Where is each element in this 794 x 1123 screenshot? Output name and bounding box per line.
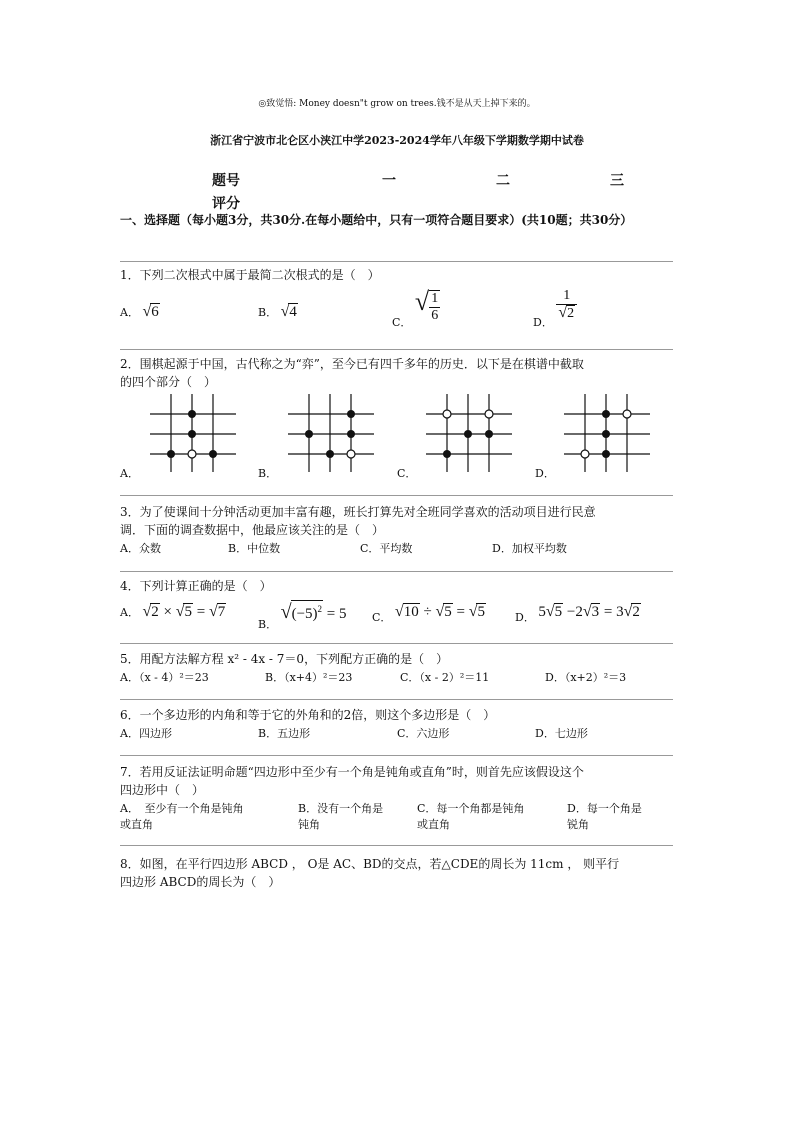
q6-option-a[interactable]: A．四边形 xyxy=(120,727,172,740)
q2-c-board xyxy=(424,392,514,474)
divider xyxy=(120,261,673,262)
q3-option-a[interactable]: A．众数 xyxy=(120,542,161,555)
score-label-question: 题号 xyxy=(212,173,240,189)
white-stone xyxy=(347,450,355,458)
q3-stem-1: 3．为了使课间十分钟活动更加丰富有趣，班长打算先对全班同学喜欢的活动项目进行民意 xyxy=(120,505,596,519)
q7-d-line1: D．每一个角是 xyxy=(567,802,642,815)
q2-stem-2: 的四个部分（ ） xyxy=(120,375,217,389)
score-col-1: 一 xyxy=(382,173,396,189)
black-stone xyxy=(602,450,610,458)
q4-b-eq: = 5 xyxy=(326,606,347,622)
q1-d-den: 2 xyxy=(567,306,575,321)
q4-a-r1: 2 xyxy=(151,604,159,620)
section-heading: 一、选择题（每小题3分，共30分.在每小题给中，只有一项符合题目要求）(共10题；共30分） xyxy=(120,213,633,227)
q5-option-a[interactable]: A．（x - 4）²＝23 xyxy=(120,671,209,684)
q2-b-label[interactable]: B． xyxy=(258,467,278,480)
black-stone xyxy=(188,430,196,438)
exam-title: 浙江省宁波市北仑区小浃江中学2023-2024学年八年级下学期数学期中试卷 xyxy=(210,134,584,147)
q1-stem: 1．下列二次根式中属于最简二次根式的是（ ） xyxy=(120,268,380,282)
q2-a-label[interactable]: A． xyxy=(120,467,139,480)
divider xyxy=(120,699,673,700)
q1-option-a[interactable]: A． √6 xyxy=(120,303,159,320)
q2-stem-1: 2．围棋起源于中国，古代称之为“弈”，至今已有四千多年的历史．以下是在棋谱中截取 xyxy=(120,357,584,371)
q3-option-d[interactable]: D．加权平均数 xyxy=(492,542,567,555)
q7-b-line2: 钝角 xyxy=(298,818,320,831)
score-label-score: 评分 xyxy=(212,196,240,212)
q4-b-label: B． xyxy=(258,618,278,631)
q1-b-label: B． xyxy=(258,306,278,319)
q4-a-r2: 5 xyxy=(184,604,192,620)
q4-b-exp: 2 xyxy=(317,604,323,614)
q1-option-c[interactable]: C． √ $\frac{1}{6}$ xyxy=(392,287,439,330)
q4-option-c[interactable]: C． √10 ÷ √5 = √5 xyxy=(372,603,485,624)
white-stone xyxy=(485,410,493,418)
q1-d-num: 1 xyxy=(556,288,577,305)
q8-stem-2: 四边形 ABCD的周长为（ ） xyxy=(120,875,281,889)
q2-d-board xyxy=(562,392,652,474)
black-stone xyxy=(209,450,217,458)
black-stone xyxy=(464,430,472,438)
q3-option-b[interactable]: B．中位数 xyxy=(228,542,281,555)
divider xyxy=(120,571,673,572)
q2-b-board xyxy=(286,392,376,474)
q4-c-eq: = xyxy=(456,604,465,620)
divider xyxy=(120,349,673,350)
q7-stem-2: 四边形中（ ） xyxy=(120,783,205,797)
q7-c-line1: C．每一个角都是钝角 xyxy=(417,802,525,815)
q4-c-r3: 5 xyxy=(477,604,485,620)
q3-stem-2: 调．下面的调查数据中，他最应该关注的是（ ） xyxy=(120,523,385,537)
black-stone xyxy=(602,410,610,418)
q7-a-line1: A． 至少有一个角是钝角 xyxy=(120,802,244,815)
black-stone xyxy=(305,430,313,438)
q7-option-a[interactable] xyxy=(120,801,243,833)
divider xyxy=(120,643,673,644)
divider xyxy=(120,845,673,846)
black-stone xyxy=(602,430,610,438)
q5-option-c[interactable]: C．（x - 2）²＝11 xyxy=(400,671,490,684)
q4-d-r1: 5 xyxy=(554,604,563,620)
q4-a-eq: = xyxy=(196,604,206,620)
q4-c-label: C． xyxy=(372,611,392,624)
q4-d-c1: 5 xyxy=(538,604,546,620)
q5-option-b[interactable]: B．（x+4）²＝23 xyxy=(265,671,353,684)
q7-a-line2: 或直角 xyxy=(120,818,153,831)
black-stone xyxy=(167,450,175,458)
q6-option-d[interactable]: D．七边形 xyxy=(535,727,588,740)
q7-option-c[interactable] xyxy=(417,801,524,833)
q4-b-inner: (−5) xyxy=(291,606,318,622)
black-stone xyxy=(347,410,355,418)
q6-option-b[interactable]: B．五边形 xyxy=(258,727,311,740)
q6-stem: 6．一个多边形的内角和等于它的外角和的2倍，则这个多边形是（ ） xyxy=(120,708,496,722)
white-stone xyxy=(188,450,196,458)
q2-d-label[interactable]: D． xyxy=(535,467,555,480)
q7-option-b[interactable] xyxy=(298,801,383,833)
q1-d-label: D． xyxy=(533,316,553,329)
score-col-2: 二 xyxy=(496,173,510,189)
q4-a-label: A． xyxy=(120,606,139,619)
q5-option-d[interactable]: D．（x+2）²＝3 xyxy=(545,671,627,684)
q1-c-label: C． xyxy=(392,316,412,330)
q3-option-c[interactable]: C．平均数 xyxy=(360,542,413,555)
q7-c-line2: 或直角 xyxy=(417,818,450,831)
q5-stem: 5．用配方法解方程 x² - 4x - 7＝0，下列配方正确的是（ ） xyxy=(120,652,449,666)
q7-d-line2: 锐角 xyxy=(567,818,589,831)
q2-c-label[interactable]: C． xyxy=(397,467,417,480)
white-stone xyxy=(581,450,589,458)
q7-b-line1: B．没有一个角是 xyxy=(298,802,384,815)
q1-option-b[interactable]: B． √4 xyxy=(258,303,297,320)
q4-c-op: ÷ xyxy=(423,604,432,620)
q4-option-d[interactable]: D． 5√5 −2√3 = 3√2 xyxy=(515,603,640,624)
q1-c-den: 6 xyxy=(431,308,439,323)
divider xyxy=(120,755,673,756)
q4-option-a[interactable]: A． √2 × √5 = √7 xyxy=(120,603,226,620)
q7-stem-1: 7．若用反证法证明命题“四边形中至少有一个角是钝角或直角”时，则首先应该假设这个 xyxy=(120,765,584,779)
q2-a-board xyxy=(148,392,238,474)
divider xyxy=(120,495,673,496)
q1-b-radicand: 4 xyxy=(289,304,297,320)
q4-a-op: × xyxy=(163,604,172,620)
q1-a-label: A． xyxy=(120,306,139,319)
white-stone xyxy=(443,410,451,418)
q4-a-r3: 7 xyxy=(217,604,226,620)
header-note: ◎致觉悟: Money doesn"t grow on trees.钱不是从天上掉下来的。 xyxy=(258,99,536,109)
q8-stem-1: 8．如图，在平行四边形 ABCD ， O是 AC、BD的交点，若△CDE的周长为 11cm ， 则平行 xyxy=(120,857,620,871)
black-stone xyxy=(485,430,493,438)
black-stone xyxy=(326,450,334,458)
q4-d-r3: 2 xyxy=(632,604,640,620)
q1-a-radicand: 6 xyxy=(151,304,159,320)
white-stone xyxy=(623,410,631,418)
score-col-3: 三 xyxy=(610,173,624,189)
q4-option-b[interactable]: B． $√(-5)^2 = 5$ xyxy=(258,601,347,631)
q1-c-num: 1 xyxy=(431,291,439,306)
q4-d-eq: = 3 xyxy=(603,604,624,620)
q4-d-r2: 3 xyxy=(591,604,600,620)
black-stone xyxy=(443,450,451,458)
q1-option-d[interactable]: D． $\frac{1}{√2}$ xyxy=(533,288,577,322)
q6-option-c[interactable]: C．六边形 xyxy=(397,727,450,740)
q4-d-op: −2 xyxy=(566,604,583,620)
black-stone xyxy=(347,430,355,438)
q4-c-r1: 10 xyxy=(403,604,419,620)
black-stone xyxy=(188,410,196,418)
q4-d-label: D． xyxy=(515,611,535,624)
q4-c-r2: 5 xyxy=(444,604,452,620)
q7-option-d[interactable] xyxy=(567,801,642,833)
q4-stem: 4．下列计算正确的是（ ） xyxy=(120,579,272,593)
